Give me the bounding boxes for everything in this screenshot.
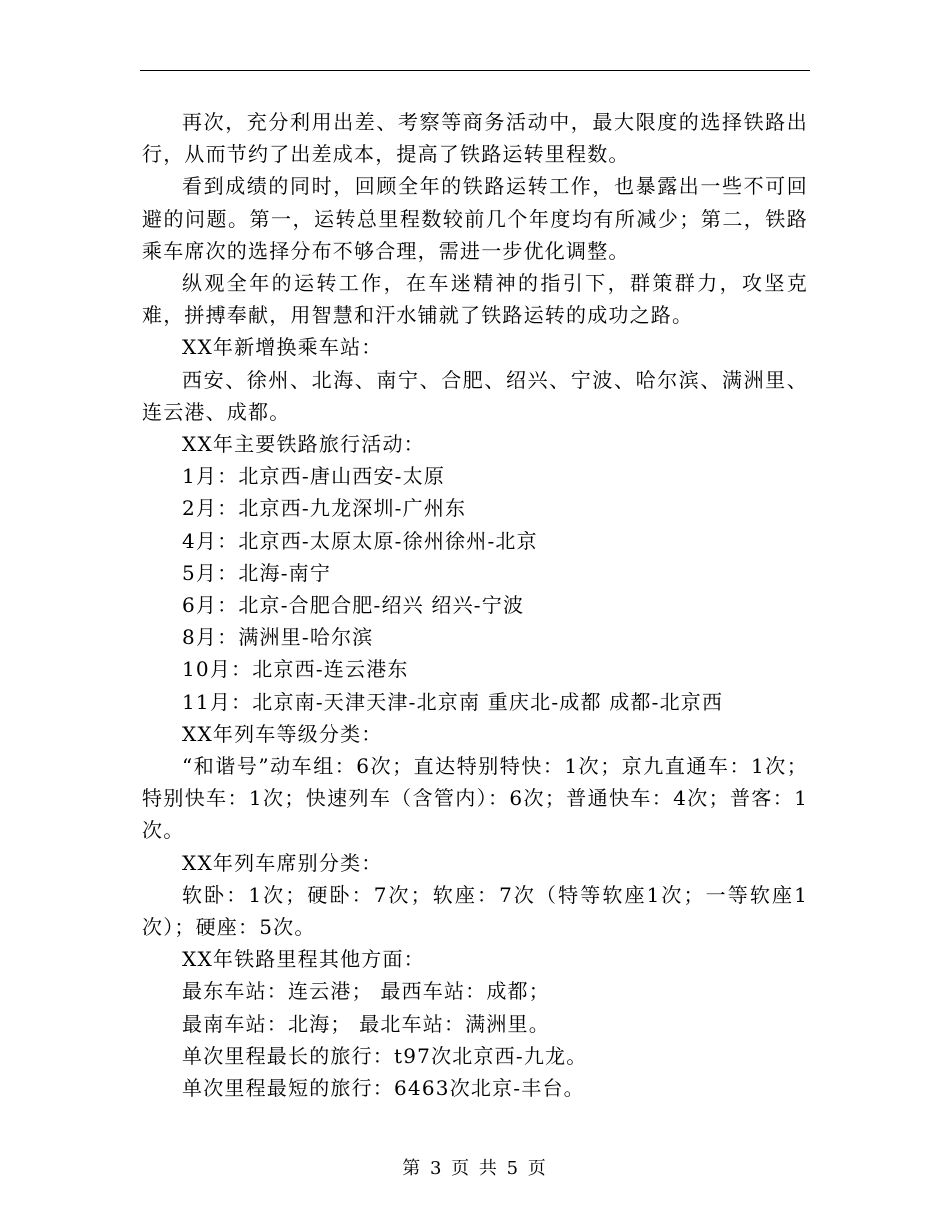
section-heading: XX年新增换乘车站： [182, 335, 383, 360]
list-item: 1月：北京西-唐山西安-太原 [182, 464, 446, 489]
list-item: 11月：北京南-天津天津-北京南 重庆北-成都 成都-北京西 [182, 689, 724, 714]
list-item: 2月：北京西-九龙深圳-广州东 [182, 496, 467, 521]
section-heading: XX年主要铁路旅行活动： [182, 432, 425, 457]
list-item: 最南车站：北海； 最北车站：满洲里。 [182, 1011, 550, 1036]
paragraph: 纵观全年的运转工作，在车迷精神的指引下，群策群力，攻坚克难，拼搏奉献，用智慧和汗水铺就了铁路运转的成功之路。 [142, 271, 808, 328]
list-item: 4月：北京西-太原太原-徐州徐州-北京 [182, 528, 538, 553]
list-item: 最东车站：连云港； 最西车站：成都； [182, 979, 550, 1004]
header-rule [140, 70, 810, 71]
document-body [142, 106, 808, 1104]
list-item: 10月：北京西-连云港东 [182, 657, 409, 682]
paragraph: 软卧：1次；硬卧：7次；软座：7次（特等软座1次；一等软座1次）；硬座：5次。 [142, 882, 808, 940]
paragraph: 西安、徐州、北海、南宁、合肥、绍兴、宁波、哈尔滨、满洲里、连云港、成都。 [142, 367, 808, 424]
list-item: 5月：北海-南宁 [182, 560, 332, 585]
list-item: 6月：北京-合肥合肥-绍兴 绍兴-宁波 [182, 593, 525, 618]
section-heading: XX年铁路里程其他方面： [182, 947, 425, 972]
page-number-footer: 第 3 页 共 5 页 [402, 1158, 548, 1179]
list-item: 单次里程最短的旅行：6463次北京-丰台。 [182, 1076, 585, 1101]
section-heading: XX年列车席别分类： [182, 850, 383, 875]
paragraph: 再次，充分利用出差、考察等商务活动中，最大限度的选择铁路出行，从而节约了出差成本，提高了铁路运转里程数。 [142, 110, 808, 167]
paragraph: “和谐号”动车组：6次；直达特别特快：1次；京九直通车：1次；特别快车：1次；快速列车（含管内）：6次；普通快车：4次；普客：1次。 [142, 754, 808, 843]
list-item: 单次里程最长的旅行：t97次北京西-九龙。 [182, 1043, 588, 1068]
paragraph: 看到成绩的同时，回顾全年的铁路运转工作，也暴露出一些不可回避的问题。第一，运转总里程数较前几个年度均有所减少；第二，铁路乘车席次的选择分布不够合理，需进一步优化调整。 [142, 174, 808, 263]
list-item: 8月：满洲里-哈尔滨 [182, 625, 374, 650]
section-heading: XX年列车等级分类： [182, 721, 383, 746]
